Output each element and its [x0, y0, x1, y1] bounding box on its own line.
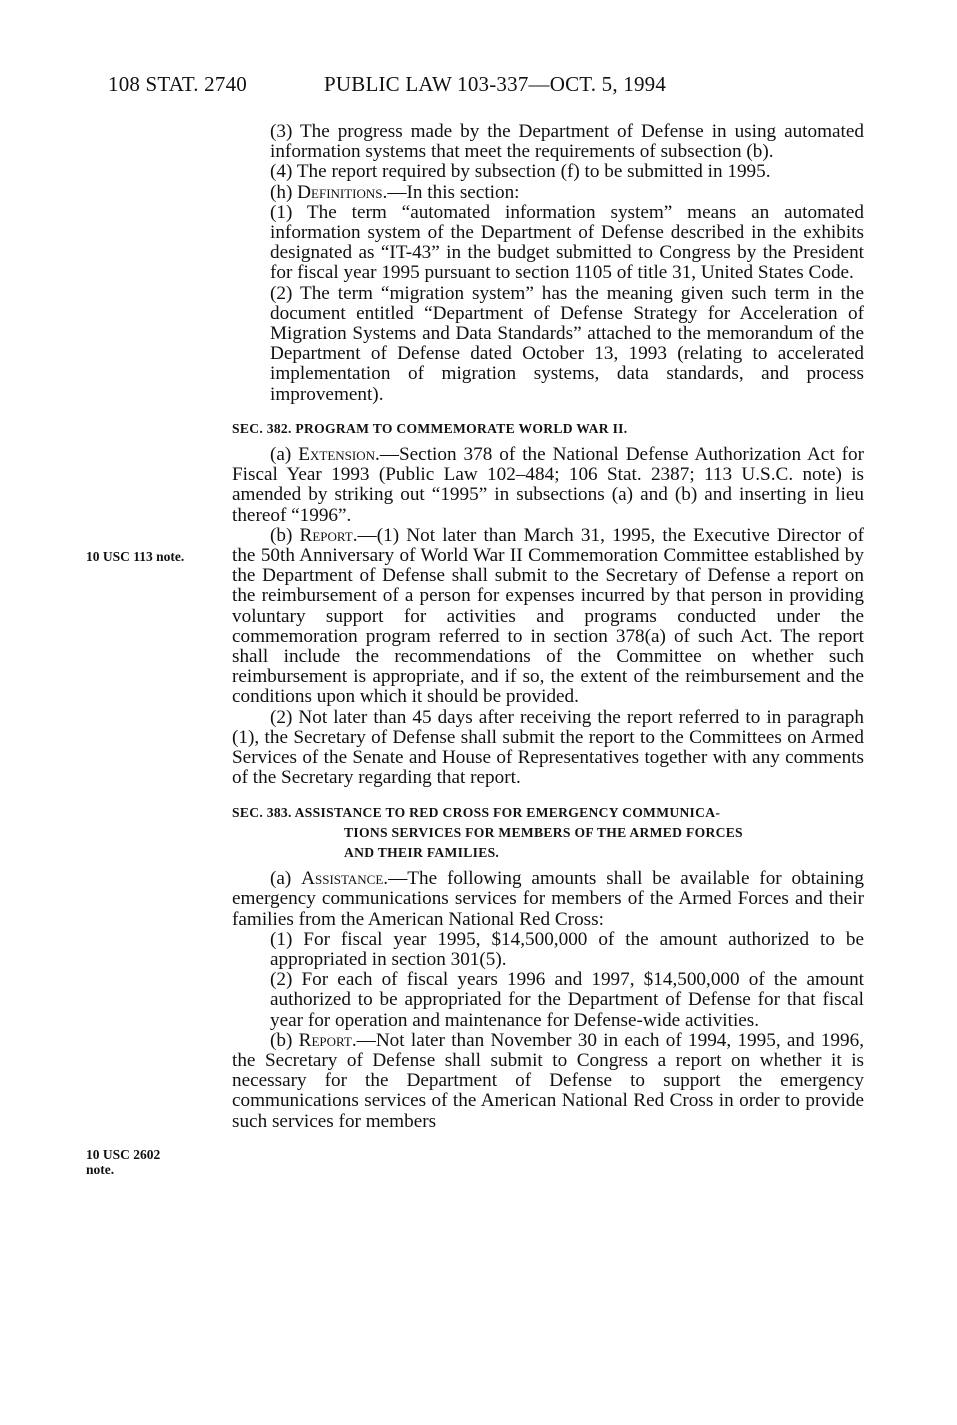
margin-note-line: note.: [86, 1162, 115, 1177]
section-383-heading: [232, 803, 864, 864]
subsection-heading: Extension: [298, 444, 375, 466]
section-heading-line: TIONS SERVICES FOR MEMBERS OF THE ARMED FORCES: [344, 824, 743, 840]
subsection-heading: Definitions: [297, 181, 383, 203]
paragraph-h2: (2) The term “migration system” has the meaning given such term in the document entitled “Department of Defense Strategy for Acceleration of Migration Systems and Data Standards” attached to the memorandum of the Department of Defense dated October 13, 1993 (relating to accelerated implementation of migration systems, data standards, and process improvement).: [270, 282, 864, 405]
subsection-heading: Report: [299, 524, 353, 546]
section-heading-line: SEC. 383. ASSISTANCE TO RED CROSS FOR EMERGENCY COMMUNICA-: [232, 804, 721, 820]
paragraph-383-a2: (2) For each of fiscal years 1996 and 1997, $14,500,000 of the amount authorized to be appropriated for the Department of Defense for that fiscal year for operation and maintenance for Defense-wide activities.: [270, 969, 864, 1031]
margin-note-line: 10 USC 2602: [86, 1147, 161, 1162]
section-382-heading: SEC. 382. PROGRAM TO COMMEMORATE WORLD WAR II.: [232, 420, 628, 436]
paragraph-383-a1: (1) For fiscal year 1995, $14,500,000 of the amount authorized to be appropriated in section 301(5).: [270, 928, 864, 970]
subsection-383-b: (b) Report.—Not later than November 30 in each of 1994, 1995, and 1996, the Secretary of Defense shall submit to Congress a report on whether it is necessary for the Department of Defense to support the emergency communications services of the American National Red Cross in order to provide such services for members: [232, 1029, 865, 1132]
body-text: [232, 122, 864, 1132]
subsection-383-a: (a) Assistance.—The following amounts shall be available for obtaining emergency communications services for members of the Armed Forces and their families from the American National Red Cross:: [232, 868, 864, 930]
margin-note-10-usc-113: 10 USC 113 note.: [86, 549, 185, 564]
subsection-heading: Assistance: [301, 868, 384, 890]
running-header: [108, 72, 667, 97]
subsection-382-a: (a) Extension.—Section 378 of the National Defense Authorization Act for Fiscal Year 1993 (Public Law 102–484; 106 Stat. 2387; 113 U.S.C. note) is amended by striking out “1995” in subsections (a) and (b) and inserting in lieu thereof “1996”.: [232, 444, 865, 526]
margin-note-10-usc-2602: [86, 1147, 160, 1177]
public-law-title: PUBLIC LAW 103-337—OCT. 5, 1994: [324, 72, 667, 96]
section-heading-line: AND THEIR FAMILIES.: [344, 844, 500, 860]
paragraph-h1: (1) The term “automated information system” means an automated information system of the Department of Defense described in the exhibits designated as “IT-43” in the budget submitted to Congress by the President for fiscal year 1995 pursuant to section 1105 of title 31, United States Code.: [270, 201, 864, 284]
paragraph-g3: (3) The progress made by the Department of Defense in using automated information systems that meet the requirements of subsection (b).: [270, 121, 864, 163]
subsection-h-definitions: (h) Definitions.—In this section:: [270, 181, 520, 203]
subsection-heading: Report: [298, 1029, 352, 1051]
paragraph-g4: (4) The report required by subsection (f) to be submitted in 1995.: [270, 161, 771, 183]
stat-page-reference: 108 STAT. 2740: [108, 72, 247, 96]
paragraph-382-b2: (2) Not later than 45 days after receiving the report referred to in paragraph (1), the Secretary of Defense shall submit the report to the Committees on Armed Services of the Senate and House of Representatives together with any comments of the Secretary regarding that report.: [232, 706, 864, 789]
subsection-382-b: (b) Report.—(1) Not later than March 31, 1995, the Executive Director of the 50th Anniversary of World War II Commemoration Committee established by the Department of Defense shall submit to the Secretary of Defense a report on the reimbursement of a person for expenses incurred by that person in providing voluntary support for activities and programs conducted under the commemoration program referred to in section 378(a) of such Act. The report shall include the recommendations of the Committee on whether such reimbursement is appropriate, and if so, the extent of the reimbursement and the conditions upon which it should be provided.: [232, 524, 864, 708]
